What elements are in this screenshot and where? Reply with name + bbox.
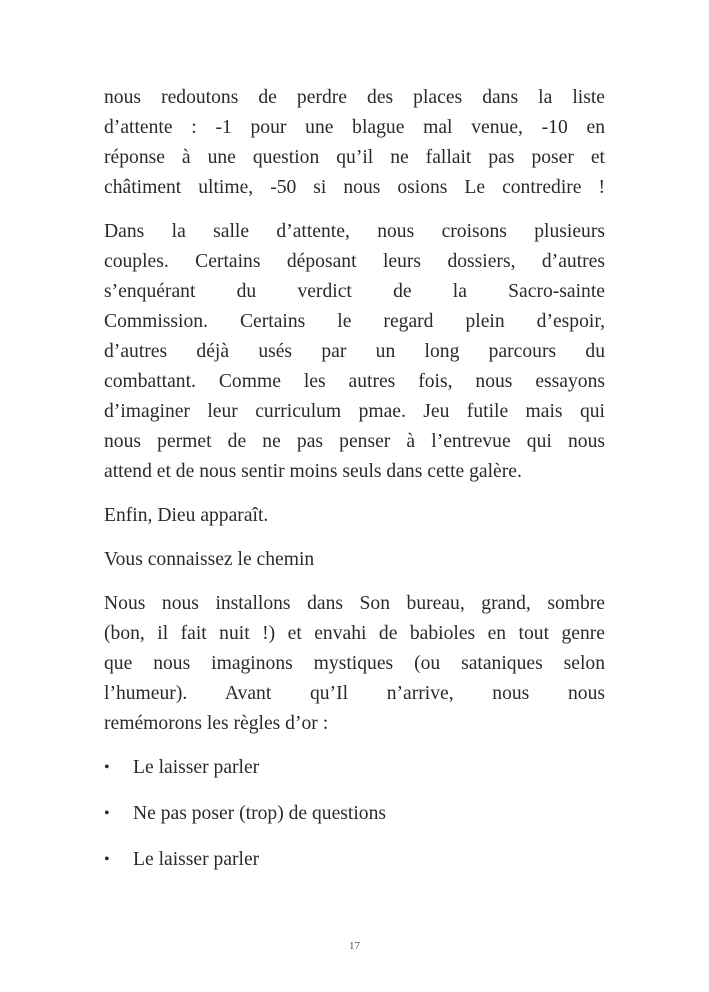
text-line: d’autres déjà usés par un long parcours du bbox=[104, 341, 605, 362]
text-line: nous permet de ne pas penser à l’entrevue qui nous bbox=[104, 431, 605, 452]
text-line: Commission. Certains le regard plein d’espoir, bbox=[104, 311, 605, 332]
text-line: Nous nous installons dans Son bureau, grand, sombre bbox=[104, 593, 605, 614]
text-line: châtiment ultime, -50 si nous osions Le contredire ! bbox=[104, 177, 605, 198]
paragraph-3 bbox=[104, 501, 605, 531]
text-line: remémorons les règles d’or : bbox=[104, 713, 329, 734]
bullet-icon: • bbox=[104, 805, 110, 822]
text-line: Vous connaissez le chemin bbox=[104, 549, 315, 570]
paragraph-2 bbox=[104, 217, 605, 487]
bullet-list bbox=[104, 753, 605, 875]
text-line: nous redoutons de perdre des places dans la liste bbox=[104, 87, 605, 108]
page-body bbox=[104, 83, 605, 891]
text-line: Enfin, Dieu apparaît. bbox=[104, 505, 269, 526]
list-item bbox=[104, 753, 605, 783]
list-item bbox=[104, 845, 605, 875]
list-item-text: Le laisser parler bbox=[133, 849, 260, 870]
text-line: l’humeur). Avant qu’Il n’arrive, nous nous bbox=[104, 683, 605, 704]
list-item-text: Le laisser parler bbox=[133, 757, 260, 778]
text-line: Dans la salle d’attente, nous croisons plusieurs bbox=[104, 221, 605, 242]
text-line: d’imaginer leur curriculum pmae. Jeu futile mais qui bbox=[104, 401, 605, 422]
text-line: d’attente : -1 pour une blague mal venue, -10 en bbox=[104, 117, 605, 138]
text-line: réponse à une question qu’il ne fallait pas poser et bbox=[104, 147, 605, 168]
page-number: 17 bbox=[349, 940, 360, 952]
paragraph-4 bbox=[104, 545, 605, 575]
list-item-text: Ne pas poser (trop) de questions bbox=[133, 803, 387, 824]
bullet-icon: • bbox=[104, 759, 110, 776]
paragraph-5 bbox=[104, 589, 605, 739]
text-line: combattant. Comme les autres fois, nous essayons bbox=[104, 371, 605, 392]
text-line: (bon, il fait nuit !) et envahi de babioles en tout genre bbox=[104, 623, 605, 644]
bullet-icon: • bbox=[104, 851, 110, 868]
text-line: couples. Certains déposant leurs dossiers, d’autres bbox=[104, 251, 605, 272]
list-item bbox=[104, 799, 605, 829]
text-line: attend et de nous sentir moins seuls dans cette galère. bbox=[104, 461, 522, 482]
text-line: que nous imaginons mystiques (ou sataniques selon bbox=[104, 653, 605, 674]
text-line: s’enquérant du verdict de la Sacro-sainte bbox=[104, 281, 605, 302]
paragraph-1 bbox=[104, 83, 605, 203]
